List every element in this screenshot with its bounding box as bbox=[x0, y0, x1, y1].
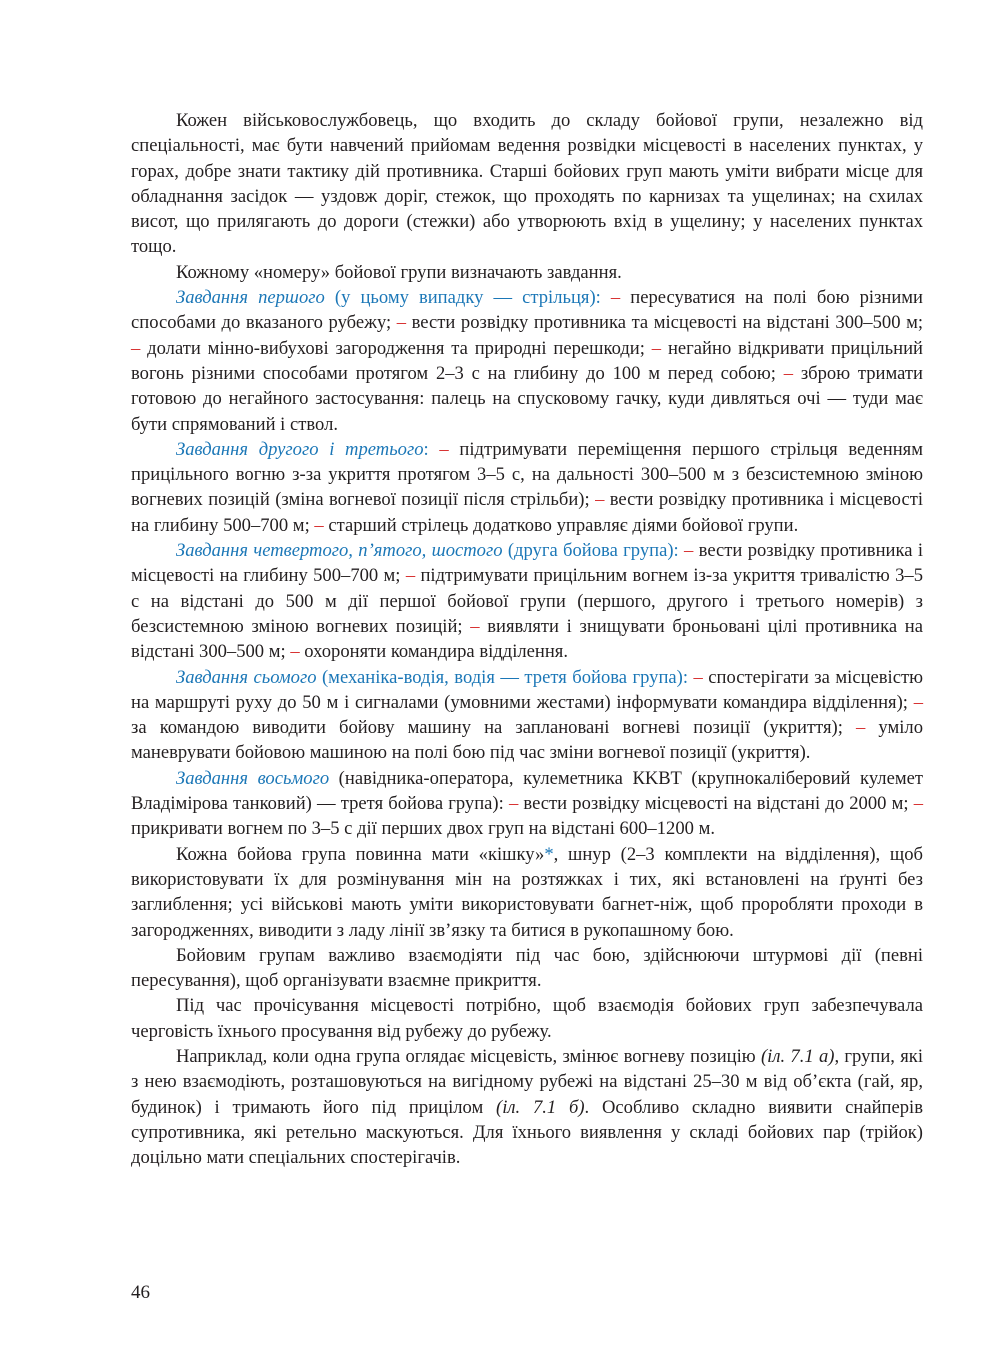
dash-bullet: – bbox=[783, 362, 794, 384]
task-seventh-item-1: спостерігати за місцевістю на маршруті руху до 50 м і сигналами (умовними жестами) інформувати командира відділення); bbox=[131, 666, 923, 713]
paragraph-1: Кожен військовослужбовець, що входить до складу бойової групи, незалежно від спеціальності, має бути навчений прийомам ведення розвідки місцевості в населених пунктах, у горах, добре знати тактику дій противника. Старші бойових груп мають уміти вибрати місце для обладнання засідок — уздовж доріг, стежок, що проходять по карнизах та ущелинах; на схилах висот, що прилягають до дороги (стежки) або утворюють вхід в ущелину; у населених пунктах тощо. bbox=[131, 110, 923, 258]
page-number: 46 bbox=[131, 1282, 150, 1303]
task-first-item-5: зброю тримати готовою до негайного застосування: палець на спусковому гачку, куди дивляться очі — туди має бути спрямований і ствол. bbox=[131, 362, 923, 435]
paragraph-combing: Під час прочісування місцевості потрібно, щоб взаємодія бойових груп забезпечувала черговість їхнього просування від рубежу до рубежу. bbox=[131, 995, 923, 1042]
task-fourth-sixth-role: (друга бойова група): bbox=[502, 540, 679, 562]
task-second-third-title: Завдання другого і третього bbox=[176, 438, 424, 460]
paragraph-example bbox=[131, 1044, 923, 1170]
equipment-text-2: , шнур (2–3 комплекти на відділення), щоб використовувати їх для розмінування мін на розтяжках і тих, які встановлені на ґрунті без заглиблення; усі військові мають уміти використовувати багнет-ніж, щоб проробляти проходи в загородженнях, виводити з ладу лінії зв’язку та битися в рукопашному бою. bbox=[131, 843, 923, 941]
paragraph-2: Кожному «номеру» бойової групи визначають завдання. bbox=[176, 261, 622, 283]
dash-bullet: – bbox=[856, 717, 866, 739]
dash-bullet: – bbox=[405, 565, 416, 587]
task-second-third-paragraph bbox=[131, 437, 923, 538]
dash-bullet: – bbox=[439, 438, 449, 460]
dash-bullet: – bbox=[314, 514, 324, 536]
example-text-1: Наприклад, коли одна група оглядає місцевість, змінює вогневу позицію bbox=[176, 1045, 761, 1067]
task-first-role: (у цьому випадку — стрільця): bbox=[324, 287, 601, 309]
task-first-item-3: долати мінно-вибухові загородження та природні перешкоди; bbox=[140, 337, 645, 359]
equipment-text-1: Кожна бойова група повинна мати «кішку» bbox=[176, 843, 545, 865]
dash-bullet: – bbox=[651, 337, 662, 359]
footnote-asterisk: * bbox=[544, 843, 554, 865]
dash-bullet: – bbox=[470, 615, 480, 637]
dash-bullet: – bbox=[396, 312, 407, 334]
dash-bullet: – bbox=[913, 691, 923, 713]
task-fourth-sixth-title: Завдання четвертого, п’ятого, шостого bbox=[176, 540, 503, 562]
task-fourth-sixth-paragraph bbox=[131, 538, 923, 664]
task-eighth-role: (навідника-оператора, кулеметника КKВТ (крупнокаліберовий кулемет Владімірова танковий) — третя бойова група): bbox=[131, 767, 923, 815]
dash-bullet: – bbox=[684, 540, 694, 562]
task-fourth-sixth-item-1: вести розвідку противника і місцевості на глибину 500–700 м; bbox=[131, 540, 923, 587]
task-first-paragraph bbox=[131, 285, 923, 437]
task-eighth-title: Завдання восьмого bbox=[176, 767, 330, 789]
task-seventh-paragraph bbox=[131, 665, 923, 766]
page-body bbox=[131, 108, 923, 1170]
paragraph-interaction: Бойовим групам важливо взаємодіяти під час бою, здійснюючи штурмові дії (певні пересування), щоб організувати взаємне прикриття. bbox=[131, 944, 923, 992]
task-first-title: Завдання першого bbox=[176, 287, 325, 309]
dash-bullet: – bbox=[595, 489, 605, 511]
task-seventh-title: Завдання сьомого bbox=[176, 666, 317, 688]
dash-bullet: – bbox=[610, 287, 621, 309]
example-text-2: , групи, які з нею взаємодіють, розташовуються на вигідному рубежі на відстані 25–30 м від об’єкта (гай, яр, будинок) і тримають його під прицілом bbox=[131, 1045, 923, 1118]
task-second-third-item-2: вести розвідку противника і місцевості на глибину 500–700 м; bbox=[131, 489, 923, 536]
task-seventh-item-3: уміло маневрувати бойовою машиною на полі бою під час зміни вогневої позиції (укриття). bbox=[131, 717, 923, 764]
dash-bullet: – bbox=[131, 337, 141, 359]
dash-bullet: – bbox=[693, 666, 703, 688]
task-first-item-4: негайно відкривати прицільний вогонь різними способами протягом 2–3 с на глибину до 100 м перед собою; bbox=[131, 337, 923, 384]
task-eighth-item-2: прикривати вогнем по 3–5 с дії перших двох груп на відстані 600–1200 м. bbox=[131, 818, 715, 840]
task-eighth-item-1: вести розвідку місцевості на відстані до 2000 м; bbox=[518, 793, 909, 815]
dash-bullet: – bbox=[508, 793, 519, 815]
figure-ref-7-1-b: (іл. 7.1 б) bbox=[496, 1096, 585, 1118]
figure-ref-7-1-a: (іл. 7.1 а) bbox=[760, 1045, 835, 1067]
dash-bullet: – bbox=[913, 793, 923, 815]
task-eighth-paragraph bbox=[131, 766, 923, 842]
task-second-third-item-1: підтримувати переміщення першого стрільця веденням прицільного вогню з-за укриття протягом 3–5 с, на дальності 300–500 м з безсистемною зміною вогневих позицій (зміна вогневої позиції після стрільби); bbox=[131, 438, 923, 511]
dash-bullet: – bbox=[290, 641, 300, 663]
task-first-item-1: пересуватися на полі бою різними способами до вказаного рубежу; bbox=[131, 287, 923, 334]
example-text-3: . Особливо складно виявити снайперів супротивника, які ретельно маскуються. Для їхнього виявлення у складі бойових пар (трійок) доцільно мати спеціальних спостерігачів. bbox=[131, 1096, 923, 1169]
task-fourth-sixth-item-2: підтримувати прицільним вогнем із-за укриття тривалістю 3–5 с на відстані до 500 м дії першої бойової групи (першого, другого і третього номерів) з безсистемною зміною вогневих позицій; bbox=[131, 565, 923, 637]
paragraph-equipment bbox=[131, 842, 923, 943]
task-fourth-sixth-item-4: охороняти командира відділення. bbox=[299, 641, 568, 663]
task-fourth-sixth-item-3: виявляти і знищувати броньовані цілі противника на відстані 300–500 м; bbox=[131, 615, 923, 663]
task-second-third-item-3: старший стрілець додатково управляє діями бойової групи. bbox=[323, 514, 799, 536]
task-seventh-item-2: за командою виводити бойову машину на заплановані вогневі позиції (укриття); bbox=[131, 717, 843, 739]
task-seventh-role: (механіка-водія, водія — третя бойова група): bbox=[316, 666, 689, 688]
task-first-item-2: вести розвідку противника та місцевості на відстані 300–500 м; bbox=[406, 312, 924, 334]
task-second-third-colon: : bbox=[423, 438, 429, 460]
